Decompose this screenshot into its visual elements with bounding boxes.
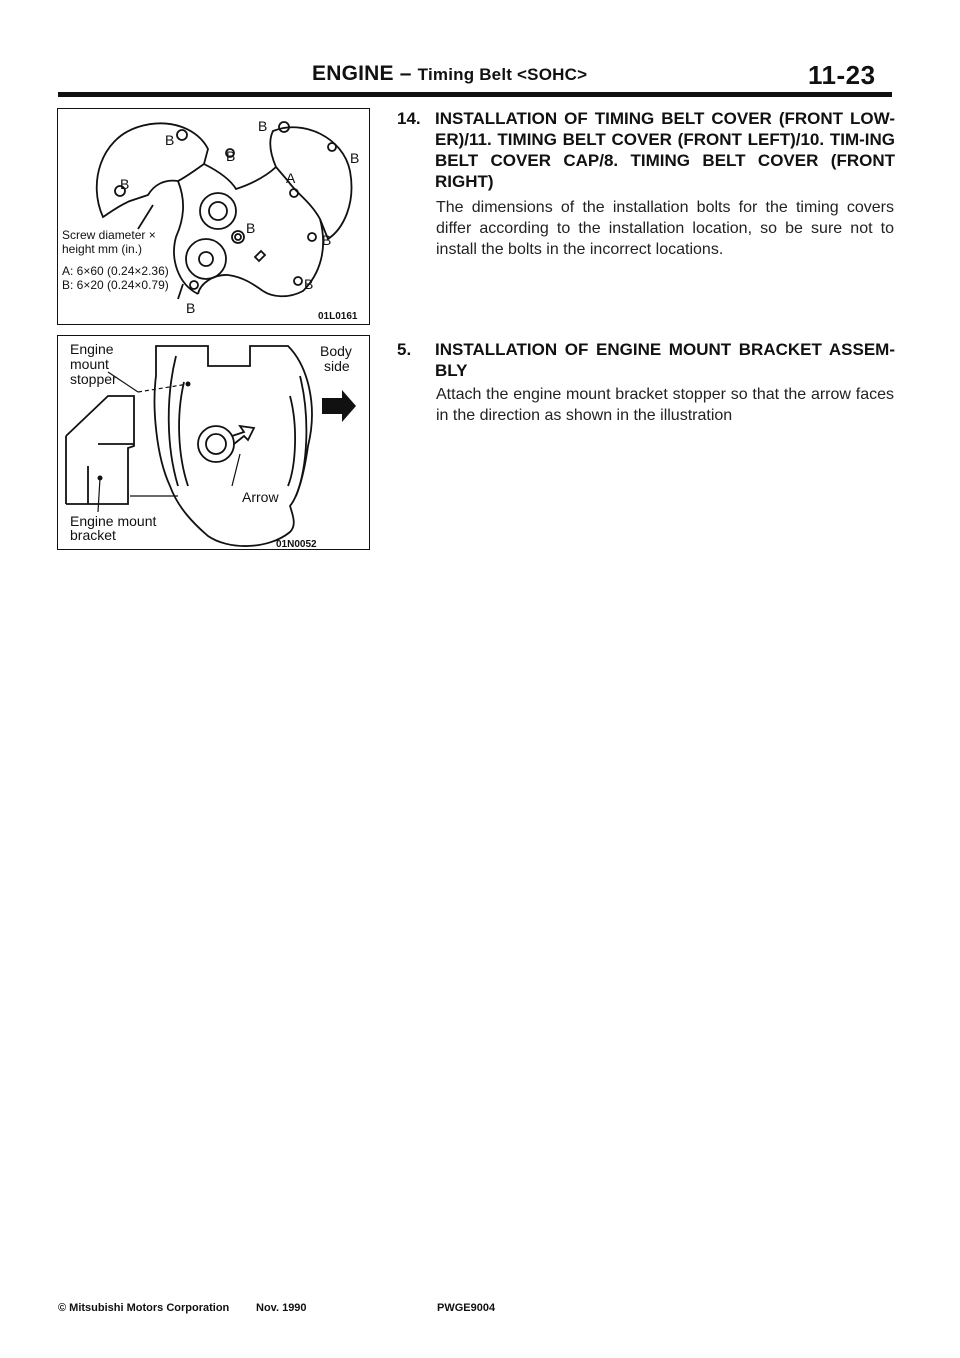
section-14-heading [397, 108, 897, 192]
footer-date: Nov. 1990 [256, 1302, 307, 1314]
label-arrow: Arrow [242, 489, 279, 505]
label-body-side-1: Body [320, 343, 352, 359]
legend-screw-diameter: Screw diameter × [62, 228, 156, 242]
figure-engine-mount-bracket [57, 335, 370, 550]
bolt-label-b: B [304, 276, 314, 292]
bolt-label-b: B [120, 176, 130, 192]
bolt-label-b: B [246, 220, 256, 236]
header-rule [58, 92, 892, 97]
legend-height-unit: height mm (in.) [62, 242, 143, 256]
bolt-label-b: B [258, 118, 268, 134]
section-title: INSTALLATION OF TIMING BELT COVER (FRONT LOW-ER)/11. TIMING BELT COVER (FRONT LEFT)/10. TIM-ING BELT COVER CAP/8. TIMING BELT COVER (FRONT RIGHT) [435, 109, 895, 191]
figure-code: 01L0161 [318, 311, 358, 322]
header-section: ENGINE – [312, 62, 418, 85]
section-number: 14. [397, 109, 421, 128]
engine-mount-drawing [58, 336, 371, 551]
label-engine-mount-bracket-1: Engine mount [70, 513, 157, 529]
bolt-label-b: B [226, 148, 236, 164]
section-14-body: The dimensions of the installation bolts for the timing covers differ according to the installation location, so be sure not to install the bolts in the incorrect locations. [436, 199, 894, 258]
bolt-label-b: B [350, 150, 360, 166]
section-title: INSTALLATION OF ENGINE MOUNT BRACKET ASSEM-BLY [435, 340, 895, 380]
spec-bolt-a: A: 6×60 (0.24×2.36) [62, 264, 169, 278]
section-5-heading [397, 339, 897, 381]
label-engine-mount-stopper-3: stopper [70, 371, 117, 387]
bolt-label-a: A [286, 170, 296, 186]
label-body-side-2: side [324, 358, 350, 374]
header-subsection: Timing Belt <SOHC> [417, 65, 588, 84]
body-side-arrow-icon [322, 390, 356, 422]
figure-timing-belt-cover-bolts [57, 108, 370, 325]
section-5-body: Attach the engine mount bracket stopper so that the arrow faces in the direction as shown in the illustration [436, 386, 894, 424]
footer-doc-code: PWGE9004 [437, 1302, 496, 1314]
footer-copyright: © Mitsubishi Motors Corporation [58, 1302, 230, 1314]
figure-code: 01N0052 [276, 539, 317, 550]
page-header-title [312, 62, 587, 86]
bolt-label-b: B [186, 300, 196, 316]
page-number: 11-23 [808, 60, 876, 90]
label-engine-mount-stopper-2: mount [70, 356, 109, 372]
spec-bolt-b: B: 6×20 (0.24×0.79) [62, 278, 169, 292]
bolt-label-b: B [165, 132, 175, 148]
bolt-label-b: B [322, 232, 332, 248]
section-number: 5. [397, 340, 412, 359]
label-engine-mount-stopper-1: Engine [70, 341, 114, 357]
timing-belt-cover-drawing [58, 109, 371, 326]
label-engine-mount-bracket-2: bracket [70, 527, 116, 543]
